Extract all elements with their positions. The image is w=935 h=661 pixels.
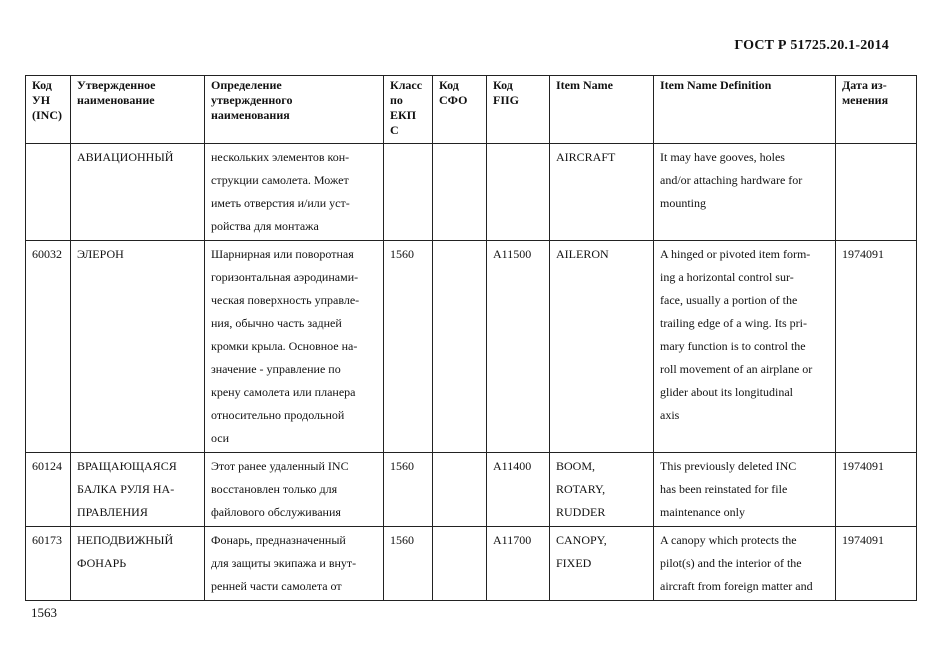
table-row: [26, 453, 917, 527]
cell-name-ru: ЭЛЕРОН: [71, 241, 205, 453]
cell-fiig: [487, 144, 550, 241]
col-header-item-name: Item Name: [550, 76, 654, 144]
cell-item-name: CANOPY, FIXED: [550, 527, 654, 601]
cell-class: 1560: [384, 241, 433, 453]
item-name-table: [25, 75, 917, 601]
col-header-sfo: Код СФО: [433, 76, 487, 144]
cell-sfo: [433, 241, 487, 453]
cell-item-definition: A canopy which protects the pilot(s) and the interior of the aircraft from foreign matter and: [654, 527, 836, 601]
cell-inc: 60124: [26, 453, 71, 527]
cell-definition-ru: Шарнирная или поворотная горизонтальная аэродинами- ческая поверхность управле- ния, обычно часть задней кромки крыла. Основное на- значение - управление по крену самолета или планера относительно продольной оси: [205, 241, 384, 453]
cell-definition-ru: нескольких элементов кон- струкции самолета. Может иметь отверстия и/или уст- ройства для монтажа: [205, 144, 384, 241]
table-row: [26, 144, 917, 241]
cell-item-definition: This previously deleted INC has been reinstated for file maintenance only: [654, 453, 836, 527]
col-header-approved-definition: Определение утвержденного наименования: [205, 76, 384, 144]
cell-definition-ru: Этот ранее удаленный INC восстановлен только для файлового обслуживания: [205, 453, 384, 527]
cell-sfo: [433, 144, 487, 241]
cell-item-name: AILERON: [550, 241, 654, 453]
col-header-inc: Код УН (INC): [26, 76, 71, 144]
cell-name-ru: ВРАЩАЮЩАЯСЯ БАЛКА РУЛЯ НА- ПРАВЛЕНИЯ: [71, 453, 205, 527]
cell-name-ru: НЕПОДВИЖНЫЙ ФОНАРЬ: [71, 527, 205, 601]
table-header-row: [26, 76, 917, 144]
cell-change-date: [836, 144, 917, 241]
cell-definition-ru: Фонарь, предназначенный для защиты экипажа и внут- ренней части самолета от: [205, 527, 384, 601]
col-header-item-definition: Item Name Definition: [654, 76, 836, 144]
col-header-fiig: Код FIIG: [487, 76, 550, 144]
cell-inc: 60032: [26, 241, 71, 453]
cell-change-date: 1974091: [836, 453, 917, 527]
cell-fiig: A11400: [487, 453, 550, 527]
cell-class: 1560: [384, 527, 433, 601]
table-row: [26, 241, 917, 453]
cell-class: [384, 144, 433, 241]
cell-inc: 60173: [26, 527, 71, 601]
col-header-class: Класс по ЕКП С: [384, 76, 433, 144]
cell-item-definition: A hinged or pivoted item form- ing a horizontal control sur- face, usually a portion of the trailing edge of a wing. Its pri- mary function is to control the roll movement of an airplane or glider about its longitudinal axis: [654, 241, 836, 453]
cell-item-definition: It may have gooves, holes and/or attaching hardware for mounting: [654, 144, 836, 241]
cell-change-date: 1974091: [836, 527, 917, 601]
cell-item-name: AIRCRAFT: [550, 144, 654, 241]
document-code: ГОСТ Р 51725.20.1-2014: [734, 38, 889, 53]
col-header-approved-name: Утвержденное наименование: [71, 76, 205, 144]
cell-sfo: [433, 527, 487, 601]
col-header-change-date: Дата из- менения: [836, 76, 917, 144]
cell-name-ru: АВИАЦИОННЫЙ: [71, 144, 205, 241]
page-number: 1563: [31, 605, 57, 620]
cell-sfo: [433, 453, 487, 527]
table-row: [26, 527, 917, 601]
cell-class: 1560: [384, 453, 433, 527]
cell-item-name: BOOM, ROTARY, RUDDER: [550, 453, 654, 527]
cell-inc: [26, 144, 71, 241]
cell-fiig: A11700: [487, 527, 550, 601]
cell-fiig: A11500: [487, 241, 550, 453]
cell-change-date: 1974091: [836, 241, 917, 453]
